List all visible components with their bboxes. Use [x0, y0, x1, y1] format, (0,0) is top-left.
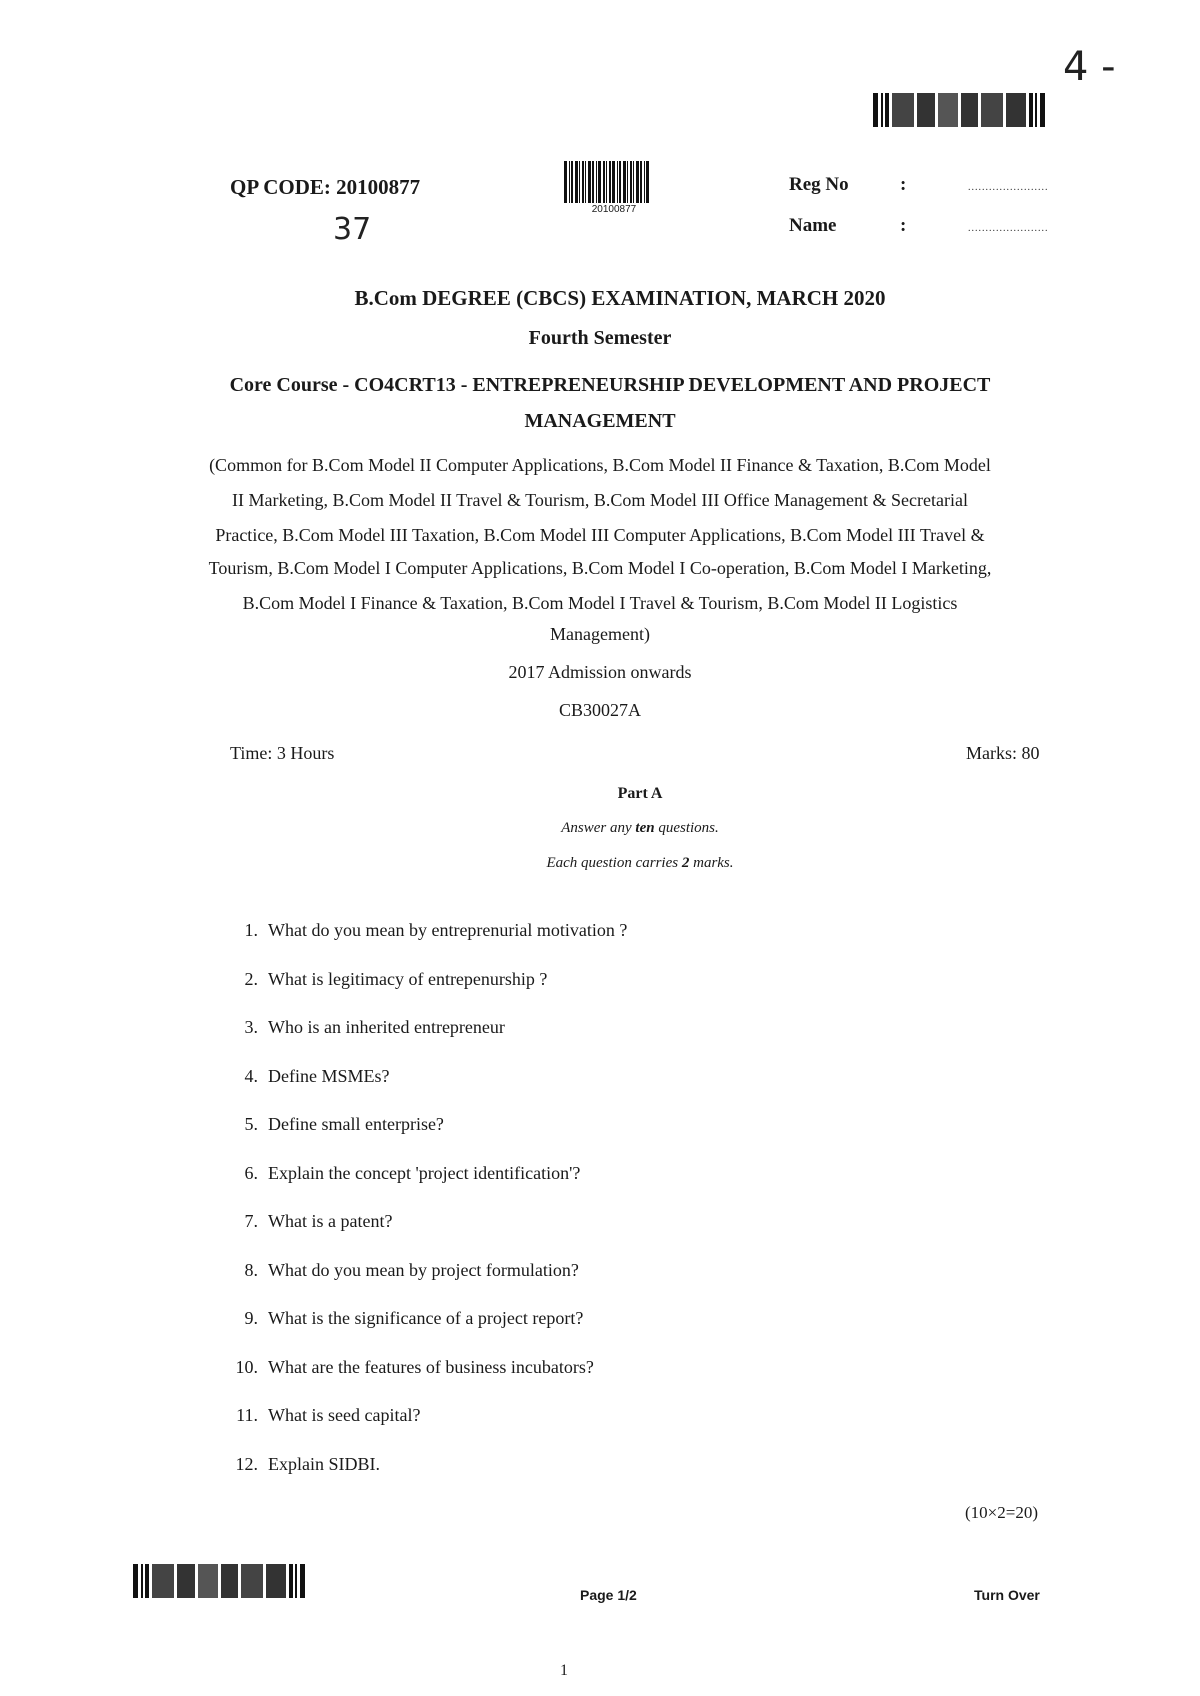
question-list	[228, 920, 1028, 1502]
instruction-1-bold: ten	[635, 820, 655, 836]
question-item	[228, 1405, 1028, 1454]
barcode-number: 20100877	[591, 204, 637, 215]
instruction-2-bold: 2	[681, 855, 690, 871]
handwritten-corner-mark: 4 -	[1063, 44, 1116, 90]
semester: Fourth Semester	[528, 327, 672, 349]
qp-code: QP CODE: 20100877	[230, 175, 421, 199]
question-item	[228, 1114, 1028, 1163]
question-text: What is legitimacy of entrepenurship ?	[268, 968, 548, 989]
common-line-3: Practice, B.Com Model III Taxation, B.Com Model III Computer Applications, B.Com Model III Travel &	[215, 525, 985, 545]
question-number: 1.	[244, 920, 258, 940]
question-text: What do you mean by project formulation?	[268, 1259, 579, 1280]
common-line-6: Management)	[550, 624, 650, 644]
common-line-4: Tourism, B.Com Model I Computer Applications, B.Com Model I Co-operation, B.Com Model I Marketing,	[208, 558, 992, 578]
question-text: What is seed capital?	[268, 1405, 421, 1425]
question-text: Who is an inherited entrepreneur	[268, 1017, 505, 1037]
common-line-5: B.Com Model I Finance & Taxation, B.Com Model I Travel & Tourism, B.Com Model II Logistics	[242, 593, 958, 613]
common-line-1: (Common for B.Com Model II Computer Applications, B.Com Model II Finance & Taxation, B.Com Model	[209, 455, 991, 475]
page-indicator: Page 1/2	[580, 1587, 637, 1603]
part-a-total: (10×2=20)	[965, 1503, 1038, 1522]
bottom-left-barcode	[133, 1564, 305, 1598]
center-barcode	[564, 161, 664, 203]
exam-title: B.Com DEGREE (CBCS) EXAMINATION, MARCH 2020	[354, 286, 886, 310]
question-number: 11.	[236, 1405, 258, 1425]
admission: 2017 Admission onwards	[508, 662, 692, 682]
question-item	[228, 1066, 1028, 1115]
question-text: Define MSMEs?	[268, 1065, 390, 1086]
question-item	[228, 1260, 1028, 1309]
question-number: 2.	[244, 968, 258, 989]
question-number: 6.	[244, 1162, 258, 1183]
question-number: 8.	[244, 1259, 258, 1280]
question-text: What is the significance of a project report?	[268, 1308, 584, 1328]
question-item	[228, 1211, 1028, 1260]
question-number: 4.	[244, 1065, 258, 1086]
reg-no-label: Reg No	[789, 174, 849, 195]
question-text: Explain the concept 'project identification'?	[268, 1162, 581, 1183]
exam-marks: Marks: 80	[966, 743, 1040, 763]
course-line-1: Core Course - CO4CRT13 - ENTREPRENEURSHIP DEVELOPMENT AND PROJECT	[229, 374, 991, 396]
turn-over: Turn Over	[974, 1587, 1040, 1603]
handwritten-number: 37	[333, 212, 372, 247]
question-item	[228, 1454, 1028, 1503]
part-a-title: Part A	[617, 785, 663, 802]
name-field: .......................	[968, 223, 1049, 234]
course-line-2: MANAGEMENT	[524, 410, 676, 432]
question-item	[228, 1017, 1028, 1066]
instruction-1-post: questions.	[654, 820, 719, 836]
question-text: What is a patent?	[268, 1211, 393, 1231]
reg-no-colon: :	[900, 174, 907, 195]
name-colon: :	[900, 215, 907, 236]
instruction-1	[0, 820, 1200, 837]
common-line-2: II Marketing, B.Com Model II Travel & Tourism, B.Com Model III Office Management & Secretarial	[232, 490, 968, 510]
top-right-barcode	[873, 93, 1045, 127]
question-item	[228, 1357, 1028, 1406]
question-text: Explain SIDBI.	[268, 1453, 380, 1474]
question-item	[228, 1308, 1028, 1357]
reg-no-field: .......................	[968, 182, 1049, 193]
question-number: 10.	[235, 1356, 258, 1377]
instruction-2	[0, 855, 1200, 872]
exam-code: CB30027A	[558, 700, 641, 720]
question-number: 5.	[244, 1114, 258, 1134]
question-text: Define small enterprise?	[268, 1114, 444, 1134]
page-number: 1	[560, 1662, 568, 1679]
question-text: What are the features of business incubators?	[268, 1356, 594, 1377]
question-item	[228, 920, 1028, 969]
instruction-1-pre: Answer any	[561, 820, 636, 836]
question-number: 12.	[235, 1453, 258, 1474]
question-number: 7.	[244, 1211, 258, 1231]
instruction-2-post: marks.	[689, 855, 734, 871]
question-number: 3.	[244, 1017, 258, 1037]
instruction-2-pre: Each question carries	[546, 855, 682, 871]
name-label: Name	[789, 215, 837, 236]
question-text: What do you mean by entreprenurial motivation ?	[268, 920, 628, 940]
exam-time: Time: 3 Hours	[230, 743, 335, 763]
question-item	[228, 969, 1028, 1018]
question-number: 9.	[244, 1308, 258, 1328]
question-item	[228, 1163, 1028, 1212]
